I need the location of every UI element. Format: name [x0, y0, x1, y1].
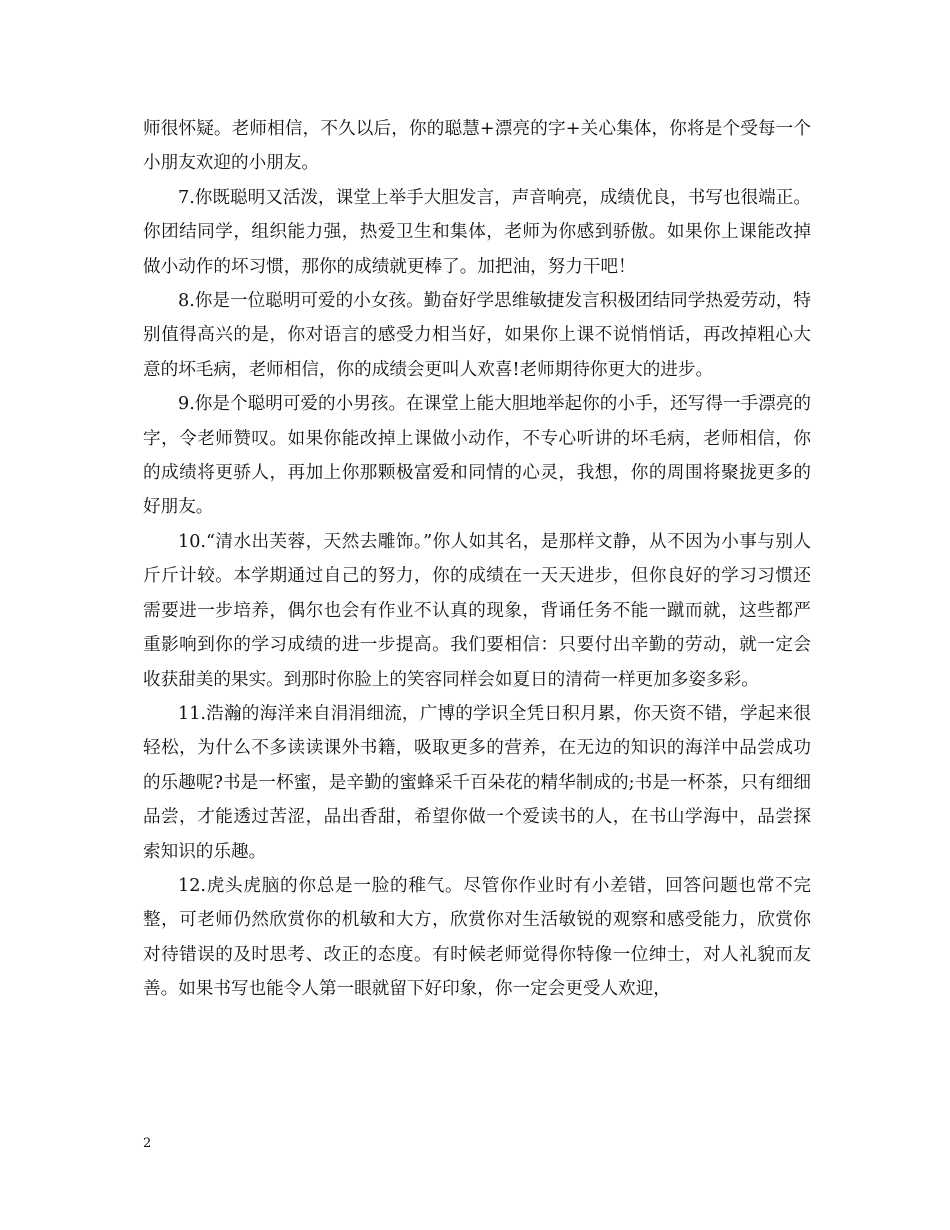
paragraph-comment-8: 8.你是一位聪明可爱的小女孩。勤奋好学思维敏捷发言积极团结同学热爱劳动，特别值得高兴的是，你对语言的感受力相当好，如果你上课不说悄悄话，再改掉粗心大意的坏毛病，老师相信，你的成绩会更叫人欢喜!老师期待你更大的进步。: [143, 291, 811, 380]
paragraph-comment-11: 11.浩瀚的海洋来自涓涓细流，广博的学识全凭日积月累，你天资不错，学起来很轻松，为什么不多读读课外书籍，吸取更多的营养，在无边的知识的海洋中品尝成功的乐趣呢?书是一杯蜜，是辛勤的蜜蜂采千百朵花的精华制成的;书是一杯茶，只有细细品尝，才能透过苦涩，品出香甜，希望你做一个爱读书的人，在书山学海中，品尝探索知识的乐趣。: [143, 703, 811, 862]
paragraph-comment-10: 10.“清水出芙蓉，天然去雕饰。”你人如其名，是那样文静，从不因为小事与别人斤斤计较。本学期通过自己的努力，你的成绩在一天天进步，但你良好的学习习惯还需要进一步培养，偶尔也会有作业不认真的现象，背诵任务不能一蹴而就，这些都严重影响到你的学习成绩的进一步提高。我们要相信：只要付出辛勤的劳动，就一定会收获甜美的果实。到那时你脸上的笑容同样会如夏日的清荷一样更加多姿多彩。: [143, 531, 811, 690]
paragraph-comment-7: 7.你既聪明又活泼，课堂上举手大胆发言，声音响亮，成绩优良，书写也很端正。你团结同学，组织能力强，热爱卫生和集体，老师为你感到骄傲。如果你上课能改掉做小动作的坏习惯，那你的成绩就更棒了。加把油，努力干吧！: [143, 187, 811, 277]
paragraph-continuation: 师很怀疑。老师相信，不久以后，你的聪慧+漂亮的字+关心集体，你将是个受每一个小朋友欢迎的小朋友。: [143, 119, 811, 174]
paragraph-comment-9: 9.你是个聪明可爱的小男孩。在课堂上能大胆地举起你的小手，还写得一手漂亮的字，令老师赞叹。如果你能改掉上课做小动作，不专心听讲的坏毛病，老师相信，你的成绩将更骄人，再加上你那颗极富爱和同情的心灵，我想，你的周围将聚拢更多的好朋友。: [143, 394, 811, 518]
page-number: 2: [143, 1136, 152, 1151]
paragraph-comment-12: 12.虎头虎脑的你总是一脸的稚气。尽管你作业时有小差错，回答问题也常不完整，可老师仍然欣赏你的机敏和大方，欣赏你对生活敏锐的观察和感受能力，欣赏你对待错误的及时思考、改正的态度。有时候老师觉得你特像一位绅士，对人礼貌而友善。如果书写也能令人第一眼就留下好印象，你一定会更受人欢迎，: [143, 875, 811, 1000]
document-body: [143, 112, 811, 1007]
